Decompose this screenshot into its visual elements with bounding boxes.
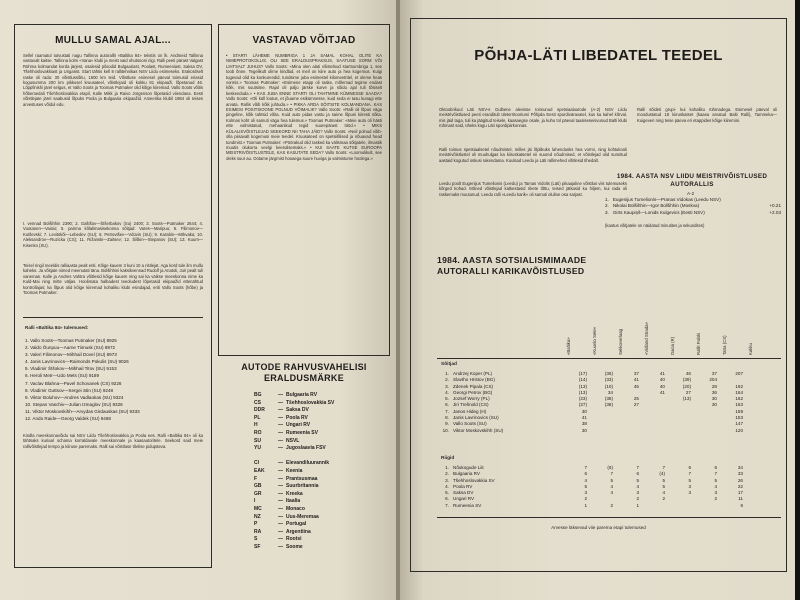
right-page (400, 0, 795, 600)
rank-cell: 3. (445, 383, 449, 389)
list-item: 10. Stepan Vaschiv—Julian Izmaglov (SU) 9326 (25, 401, 123, 407)
code-row (254, 400, 374, 408)
name-cell: Viktor Moskovskihh (SU) (453, 427, 504, 433)
rank-cell: 7. (445, 502, 449, 508)
code-dash: — (278, 467, 283, 474)
code-row (254, 468, 374, 476)
right-intro-2: Ralli toimus spetsiaalsetel nõudmistel, milles jäi lõplikuks lahendusks hea vormi, ning kohtukooli meistrivõistlustel oli muuhulgas ka kiiruskatsetel nii suured nõudmised, et võistlejad olid sunnitud aastaid kogutud oskusi rakendama. Kuulsad Leedu ja Läti rallimehed võitlesid tihedalt. (439, 147, 627, 163)
rank-cell: 4. (445, 483, 449, 489)
section-drivers-label: Sõitjad (441, 362, 457, 367)
rank-cell: 5. (445, 396, 449, 402)
code-country: Argentiina (286, 528, 311, 535)
code-dash: — (278, 422, 283, 429)
value-cell: 27 (685, 389, 691, 395)
value-cell: 40 (659, 383, 665, 389)
value-cell: 2 (714, 496, 717, 502)
right-frame (410, 18, 787, 572)
value-cell: (38) (604, 396, 613, 402)
value-cell: 7 (714, 471, 717, 477)
code-country: Ungari RV (286, 422, 311, 429)
rank-cell: 8. (445, 415, 449, 421)
code-row (254, 491, 374, 499)
gap-cell: +2.03 (769, 209, 781, 215)
name-cell: Bulgaaria RV (453, 471, 480, 477)
code-abbr: CI (254, 460, 259, 467)
value-cell: 30 (711, 396, 717, 402)
name-cell: Tšehhoslovakkia SV (453, 477, 495, 483)
column-header: «Kuunlo Sete» (592, 326, 597, 355)
code-dash: — (278, 407, 283, 414)
results-list-title: Ralli «Baltika 84» tulemused: (25, 325, 89, 330)
code-country: Saksa DV (286, 407, 309, 414)
code-row (254, 529, 374, 537)
rank-cell: 5. (445, 490, 449, 496)
value-cell: (39) (682, 377, 691, 383)
list-item: 3. Valeri Filimonov—Mihhail Dovel (SU) 8973 (25, 352, 117, 358)
code-abbr: S (254, 536, 258, 543)
code-row (254, 453, 374, 461)
value-cell: 6 (714, 465, 717, 470)
code-country: Uus-Meremaa (286, 513, 319, 520)
code-dash: — (278, 528, 283, 535)
value-cell: 6 (740, 502, 743, 508)
value-cell: 41 (659, 371, 665, 376)
value-cell: (13) (578, 383, 587, 389)
code-abbr: EAK (254, 467, 265, 474)
name-cell: Jiri Trešnold (CS) (453, 402, 489, 408)
code-abbr: DDR (254, 407, 265, 414)
code-dash: — (278, 498, 283, 505)
column-header: Dacia (R) (670, 336, 675, 355)
table1-title: 1984. AASTA NSV LIIDU MEISTRIVÕISTLUSED AUTORALLIS (616, 173, 768, 188)
value-cell: (17) (578, 371, 587, 376)
value-cell: 6 (584, 471, 587, 477)
value-cell: 46 (685, 371, 691, 376)
value-cell: (13) (682, 396, 691, 402)
code-country: Tšehhoslovakkia SV (286, 399, 335, 406)
code-country: Soome (286, 543, 303, 550)
rank-cell: 1. (445, 465, 449, 470)
code-dash: — (278, 505, 283, 512)
code-country: Suurbritannia (286, 483, 319, 490)
value-cell: 7 (636, 465, 639, 470)
country-codes-list (254, 392, 374, 551)
table2-top-rule (437, 358, 781, 359)
value-cell (693, 428, 719, 434)
value-cell (667, 428, 693, 434)
code-abbr: NZ (254, 513, 261, 520)
name-cell: Poola RV (453, 483, 473, 489)
code-country: Rumeenia SV (286, 429, 318, 436)
code-country: Jugoslaavia FSV (286, 445, 326, 452)
value-cell: 5 (610, 477, 613, 483)
value-cell: 4 (610, 483, 613, 489)
code-dash: — (278, 543, 283, 550)
code-abbr: CS (254, 399, 261, 406)
value-cell: 5 (662, 483, 665, 489)
value-cell (693, 503, 719, 509)
code-dash: — (278, 429, 283, 436)
code-row (254, 498, 374, 506)
article-vastavad-title: VASTAVAD VÕITJAD (252, 35, 356, 46)
code-row (254, 445, 374, 453)
code-dash (278, 453, 286, 461)
value-cell: 153 (735, 415, 743, 421)
code-country: Kreeka (286, 490, 303, 497)
rank-cell: 3. (445, 477, 449, 483)
column-header: «Vidland Strada» (644, 322, 649, 355)
value-cell: 4 (714, 483, 717, 489)
code-abbr: BG (254, 392, 262, 398)
value-cell: 5 (584, 483, 587, 489)
code-abbr: MC (254, 505, 262, 512)
rank-cell: 4. (445, 389, 449, 395)
value-cell: 38 (581, 421, 587, 427)
value-cell: 7 (584, 465, 587, 470)
code-abbr: P (254, 521, 258, 528)
code-abbr: GR (254, 490, 262, 497)
name-cell: Vallo Soots (SU) (453, 421, 487, 427)
value-cell: 41 (633, 377, 639, 383)
rank-cell: 2. (605, 203, 609, 209)
code-country: Rootsi (286, 536, 302, 543)
name-cell: Janis Lavrinovics (SU) (453, 415, 499, 421)
value-cell: 37 (711, 371, 717, 376)
table1-note: (kaotus võitjatele on näidatud minutites ja sekundites) (605, 223, 705, 228)
code-row (254, 521, 374, 529)
rank-cell: 1. (445, 371, 449, 376)
value-cell: 40 (659, 377, 665, 383)
code-country: Poola RV (286, 414, 308, 421)
code-dash: — (278, 445, 283, 452)
value-cell: (23) (578, 396, 587, 402)
value-cell: 5 (636, 477, 639, 483)
column-header: Sekkoverlaag (618, 328, 623, 355)
table2-note: Arvesse läksevad viie parema etapi tulemused (551, 525, 646, 530)
code-dash: — (278, 521, 283, 528)
rank-cell: 1. (605, 197, 609, 202)
name-cell: Saksa DV (453, 490, 474, 496)
rank-cell: 10. (442, 427, 449, 433)
value-cell: (38) (604, 402, 613, 408)
name-cell: Zdenek Pipala (CS) (453, 383, 494, 389)
value-cell: 6 (636, 471, 639, 477)
value-cell: 163 (735, 402, 743, 408)
name-cell: Eugenijus Tumelionis—Pranas Vidokas (Leedu NSV) (612, 197, 721, 202)
drivers-table (437, 371, 745, 434)
name-cell: Georgi Petrov (BG) (453, 389, 493, 395)
code-row (254, 415, 374, 423)
value-cell: 192 (735, 383, 743, 389)
code-row (254, 536, 374, 544)
name-cell: Andrzej Koper (PL) (453, 371, 493, 376)
value-cell: 6 (688, 465, 691, 470)
code-row (254, 422, 374, 430)
gap-cell: +0.21 (769, 203, 781, 209)
code-abbr: RO (254, 429, 262, 436)
value-cell: 34 (737, 465, 743, 470)
table1 (603, 197, 783, 216)
value-cell: 159 (735, 408, 743, 414)
value-cell: 25 (633, 396, 639, 402)
right-title: PÕHJA-LÄTI LIBEDATEL TEEDEL (474, 47, 723, 64)
table-row (437, 428, 745, 434)
value-cell: 3 (688, 483, 691, 489)
value-cell: 5 (688, 477, 691, 483)
article-mullu-footer: Kindla meeskonnavõidu sai NSV Liidu Tšehhoslovakkia ja Poola ees. Ralli «Baltika 84» oli ka tähtsaks kuriaal ochama korraldavale meeskonnale ja kaasautoritele. Seekord said meie rallivõistlejad tempo ja kiiruse paremaks. Ralli sai võistluse tõelise pidupäeva. (23, 433, 203, 449)
code-abbr: SF (254, 543, 261, 550)
name-cell: Nikolai Bolšihhin—Igor Bolšihhin (Moskva) (612, 203, 700, 209)
name-cell: Janos Hideg (H) (453, 408, 487, 414)
article-vastavad-body: • STARTI LÄHEME NUMBRIGA 1 JA SAMAL KOHAL OLITE KA NIMEPROTOKOLLIS. OLI SEE ERALDUSPRAKSUS, SAATUSE SORM VÕI LIHTSALT JUHUS? Vallo Soots: «Mina olen alati võistelnud startnumbriga 1, see toob õnne. Tegelikult olime kindlad, et meil on kiire auto ja hea kogemus. Kuigi tugevad olid ka konkurendid, tundsime juba esimestel kilomeetritel, et oleme heas vormis.» Toomas Putmaker: «Esimene etapp oli raske, mõlemad tegime endast kõik, mis suutsime. Rajal oli palju järske kurve ja sõidu ajal tuli tõsiselt keskenduda.» • KAS JUBA ENNE STARTI OLI TAHTMINE KÜMNESSE SAADA? Vallo Soots: «Oli küll lootus, et jõuame esikümnesse, kuid seda ei tasu kunagi ette arvata. Rallis võib kõik juhtuda.» • PIKKA ARDA SÕITSITE KOLMANDANA. KAS ESIMESI POSITSIOONE POLNUD VÕIMALIK? Vallo Soots: «Ralli oli lõpus väga pingeline, kõik tahtsid võita. Kuid auto pidas vastu ja saime lõpuni kiiresti sõita. Kolmas koht oli samuti väga hea tulemus.» Toomas Putmaker: «Meie auto oli hästi ette valmistatud, mehaanikud tegid suurepärast tööd.» • MIKS KÜLALISVÕISTLEJAD SEEKORD NII TAHA JÄID? Vallo Soots: «Neil polnud võib-olla piisavalt kogemusi meie teedel. Kruusateed on spetsiifilised ja nõuavad head tundmist.» Toomas Putmaker: «Pöörakud olid rasked ka välismaa sõitjatele, ilmastik muutis olukorra veelgi keerulisemaks.» • KUI SAATE KUTSE EUROOPA MEISTRIVÕISTLUSTELE, KAS KASUTATE SEDA? Vallo Soots: «Loomulikult, see oleks suur au. Ootame järgmist hooaega suure huviga ja valmistume hoolega.» (226, 53, 382, 161)
table1-class: A-2 (687, 191, 695, 196)
value-cell: 11 (738, 496, 743, 502)
value-cell: 41 (659, 389, 665, 395)
value-cell: (33) (604, 377, 613, 383)
value-cell: 4 (610, 490, 613, 496)
code-country: NSVL (286, 437, 300, 444)
value-cell: 1 (584, 502, 587, 508)
code-dash: — (278, 399, 283, 406)
value-cell: 4 (584, 477, 587, 483)
code-row (254, 407, 374, 415)
article-codes (218, 362, 388, 592)
code-country: Monaco (286, 505, 305, 512)
code-country: Elevandiluurannik (286, 460, 330, 467)
code-abbr: GB (254, 483, 262, 490)
value-cell: (36) (604, 371, 613, 376)
code-row (254, 430, 374, 438)
list-item: 5. Vladimir Štšokov—Mihhail Titov (SU) 9153 (25, 366, 117, 372)
rank-cell: 7. (445, 408, 449, 414)
column-header: Kokku (748, 343, 753, 355)
value-cell: 27 (633, 402, 639, 408)
code-dash: — (278, 513, 283, 520)
value-cell: 164 (735, 389, 743, 395)
code-row (254, 483, 374, 491)
value-cell: 1 (636, 502, 639, 508)
code-country: Bulgaaria RV (286, 392, 318, 398)
value-cell: (4) (659, 471, 665, 477)
list-item: 7. Vaclav Blahna—Pavel Schovanek (CS) 9226 (25, 380, 122, 386)
list-item: 6. Heroli Metr—Udo Mets (SU) 9189 (25, 373, 100, 379)
code-dash: — (278, 437, 283, 444)
code-row (254, 392, 374, 400)
value-cell: 3 (584, 490, 587, 496)
value-cell: 7 (688, 471, 691, 477)
value-cell: 2 (610, 502, 613, 508)
code-row (254, 514, 374, 522)
value-cell: 162 (735, 396, 743, 402)
section-countries-label: Riigid (441, 456, 455, 461)
name-cell: Rumeenia SV (453, 502, 482, 508)
list-item: 8. Vladimir Guttsov—Sergei Stin (SU) 9248 (25, 387, 114, 393)
column-header: «Baltika» (566, 337, 571, 355)
value-cell: 7 (610, 471, 613, 477)
value-cell: 26 (737, 477, 743, 483)
value-cell (641, 428, 667, 434)
code-country: Portugal (286, 521, 307, 528)
code-dash: — (278, 460, 283, 467)
value-cell (667, 503, 693, 509)
code-row (254, 460, 374, 468)
right-intro-3: Leedu poolt Eugenijus Tumelionis (Leedu) ja Tamas Vidolis (Läti) pikaajaline võistlus viis tulemuseks kõrged kohad. Mõned võistlejad katkestasid rikete tõttu, teised jätkasid ka hiljem, kui rada oli raskemaks muutunud. Leedu ralli «Leedu karik» oli samuti oluline osa sarjast. (439, 181, 627, 197)
value-cell: 147 (735, 421, 743, 427)
table2-column-headers (561, 301, 791, 355)
code-country: Keenia (286, 467, 303, 474)
value-cell: 36 (711, 389, 717, 395)
code-abbr: F (254, 475, 258, 482)
value-cell: 3 (688, 490, 691, 496)
value-cell: 30 (711, 402, 717, 408)
code-row (254, 438, 374, 446)
article-codes-title: AUTODE RAHVUSVAHELISI ERALDUSMÄRKE (241, 362, 367, 383)
list-item: 11. Viktor Moskovskihh—Arvydas Girdauskas (SU) 9333 (25, 408, 140, 414)
value-cell: 28 (711, 383, 717, 389)
code-row (254, 506, 374, 514)
rank-cell: 2. (445, 471, 449, 477)
article-vastavad-box (218, 24, 390, 356)
value-cell: 2 (662, 496, 665, 502)
value-cell: 120 (735, 427, 743, 433)
table-row (437, 503, 745, 509)
code-dash: — (278, 536, 283, 543)
code-dash: — (278, 414, 283, 421)
value-cell (589, 428, 615, 434)
table-row (603, 210, 783, 216)
table2-title: 1984. AASTA SOTSIALISMIMAADE AUTORALLI KARIKAVÕISTLUSED (437, 255, 587, 276)
list-item: 2. Valdo Õunpuu—Aarne Tiimusk (SU) 8972 (25, 345, 116, 351)
right-intro-1: Oktoobrikuul Läti NSV-s Gulbene alevisse toimunud spetsiaalautode (A-2) NSV Liidu meistrivõistlused peeti eranditult ületerritooriumi Põhjala Eesti spordiväravatel, kus ka kahel kõrval, mis jäid taga, tuli ka jäägitud teisele, kaasaegse osale, ja kuhu tol päeval taasiseseisvunud Balti klubi rühmast said, üheks kogu Läti spordipiirkonnas. (439, 107, 627, 129)
name-cell: Girts Kaupiņš—Lonids Kulgevics (Eesti NSV) (612, 209, 705, 215)
value-cell: (27) (578, 402, 587, 408)
name-cell: Jozsef Worry (PL) (453, 396, 490, 402)
code-abbr: SU (254, 437, 261, 444)
article-mullu-box (14, 24, 212, 568)
drivers-grid (437, 371, 745, 434)
code-dash: — (278, 483, 283, 490)
name-cell: Nõukogude Liit (453, 465, 484, 470)
value-cell: 33 (737, 471, 743, 477)
value-cell: 4 (662, 490, 665, 496)
list-item: 12. Ando Raide—Georg Valdek (SU) 9468 (25, 416, 111, 422)
value-cell: 37 (633, 371, 639, 376)
value-cell: (20) (682, 383, 691, 389)
article-mullu-body2: Teisel ringil meeldis ralliaasta pealt eriti. Kõige kauem 3 kuni 10 a ristlejat. Aga kord tule ilm mullu kaheks. Ja võitjate nimed meenutati täna. Bolšihhini kaksikvennad Rudolf ja Anatoli, Juri pealt tuli vanemas. Kalle ja Andres Vahtra võitlesid kõige kauem ning sai ka väikse meeskonna nime ka Kuld-Mai ning mitte väljas. Hoolimata halbadest teeoludest lõpetasid ekipaažid ettenähtud kontrollajas; ka lõpus olid kõige kiiremad kohaliku klubi esindajad, eriti Vallo Soots (hõbe) ja Toomas Putmaker. (23, 263, 203, 296)
code-abbr: I (254, 498, 256, 505)
value-cell: 22 (737, 483, 743, 489)
code-abbr (254, 453, 278, 461)
article-mullu-divider (23, 317, 203, 318)
rank-cell: 2. (445, 377, 449, 383)
column-header: Tatra (CS) (722, 335, 727, 355)
value-cell: 41 (581, 415, 587, 421)
value-cell: 2 (584, 496, 587, 502)
rank-cell: 9. (445, 421, 449, 427)
value-cell: 5 (714, 477, 717, 483)
value-cell: 30 (581, 408, 587, 414)
value-cell: (6) (607, 465, 613, 470)
article-mullu-body: Sellel raamatul tutvustati nagu Tallinna autorallit «Baltika 84» tekstis on lk. Andmeid Tallinna vastavalt kaitse. Tallinna kolm «Vana» klubi ja meist vaid ohutsooni riigi. Ralli peeti pärast Valgast Rühma kolmandat korda järjest, osalesid piloodid Bulgaariast, Poolast, Rumeeniast, Saksa DV, Tšehhoslovakkiast ja Ungarist. Start tähtis kell 8 rallitehnikas NSV Liidu esimeseks. Erakordselt raske oli rada: 30 võistlussõitu, 1600 km teid. Võistluse esimesel päeval toimusid eriasid kogusumma 200 km pikkusel kruusateel, võistlejaid oli kokku 81 ekipaaži, lõpetanud 46. Lõppfinishi järel selgus, et Vallo Soots ja Toomas Putmaker olid kõige kiiremad. Vallo Soots võitis hõbemedali Tšehhoslovakkia etapil, Kalle Mikk ja Raivo Jürgenson lõpetasid viiendana. Eesti võistlejate järel saabusid lõpuks Poola ja Bulgaaria ekipaažid. Ameerika klubil 1984 oli teises arvestuses võidul edu. (23, 53, 203, 107)
value-cell: (13) (578, 389, 587, 395)
countries-table (437, 465, 745, 509)
code-row (254, 476, 374, 484)
rank-cell: 6. (445, 402, 449, 408)
list-item: 1. Vallo Soots—Toomas Putmaker (SU) 8925 (25, 338, 117, 343)
code-abbr: RA (254, 528, 262, 535)
results-list (25, 337, 203, 422)
code-dash: — (278, 475, 283, 482)
right-intro-side: Ralli sõideti grupi- kui kohaliku rühmadega. Esimesel päeval oli moodustatud 18 kiiruskatset (kaasa arvatud Balti Ralli), Tammeka—Kuigeveri ning teise päeva eri etappides kõige kiiremini. (637, 107, 777, 123)
code-abbr: PL (254, 414, 261, 421)
list-item: 9. Viktor Boluhov—Andres Vadlaokas (SU) 9324 (25, 394, 124, 400)
value-cell: 4 (636, 483, 639, 489)
code-dash: — (278, 490, 283, 497)
value-cell: 204 (709, 377, 717, 383)
value-cell: 7 (662, 465, 665, 470)
value-cell: (14) (578, 377, 587, 383)
rank-cell: 6. (445, 496, 449, 502)
name-cell: Slavtho Hristov (BG) (453, 377, 495, 383)
table1-grid (603, 197, 783, 216)
article-mullu-title: MULLU SAMAL AJAL... (55, 35, 171, 46)
value-cell: 17 (737, 490, 743, 496)
column-header: Rallit Polski (696, 332, 701, 355)
value-cell (615, 428, 641, 434)
value-cell: 207 (735, 371, 743, 376)
name-cell: Ungari RV (453, 496, 475, 502)
value-cell: 34 (607, 389, 613, 395)
value-cell: 5 (662, 477, 665, 483)
code-abbr: YU (254, 445, 261, 452)
list-item: 4. Janis Lavrinovics—Raimonds Pokulis (SU) 9026 (25, 359, 129, 365)
code-row (254, 544, 374, 552)
value-cell (641, 503, 667, 509)
value-cell: 2 (636, 496, 639, 502)
code-country: Prantsusmaa (286, 475, 318, 482)
value-cell: 30 (581, 427, 587, 433)
countries-grid (437, 465, 745, 509)
code-abbr: H (254, 422, 258, 429)
table2-bottom-rule (437, 517, 781, 518)
value-cell: 3 (636, 490, 639, 496)
code-dash: — (278, 392, 283, 398)
rank-cell: 3. (605, 209, 609, 215)
value-cell: 45 (633, 383, 639, 389)
value-cell: 3 (714, 490, 717, 496)
code-country: Itaalia (286, 498, 301, 505)
value-cell: (10) (604, 383, 613, 389)
article-mullu-results: I. vennad Bolšihhin 2390; 2. Gaštšov—Štšerbakov (Su) 2400; 3. Soots—Putmaker 2644; 4. Vuotanen—Vainio; 5. parima kõlalimasisekonna sõitjad: Vares—Maripuu; 6. Filimonov—Kutševski; 7. Levitskõi—Lebedev (SU); 8. Petrovtšev—Vdovin (SU); 9. Karabin—Mrkvaka; 10. Aleksandrov—Ruzicka (CS); 11. Rižanski—Zaitsev; 12. Šiškin—Stepanov (SU); 13. Kuum—Kisenko (SU). (23, 221, 203, 248)
